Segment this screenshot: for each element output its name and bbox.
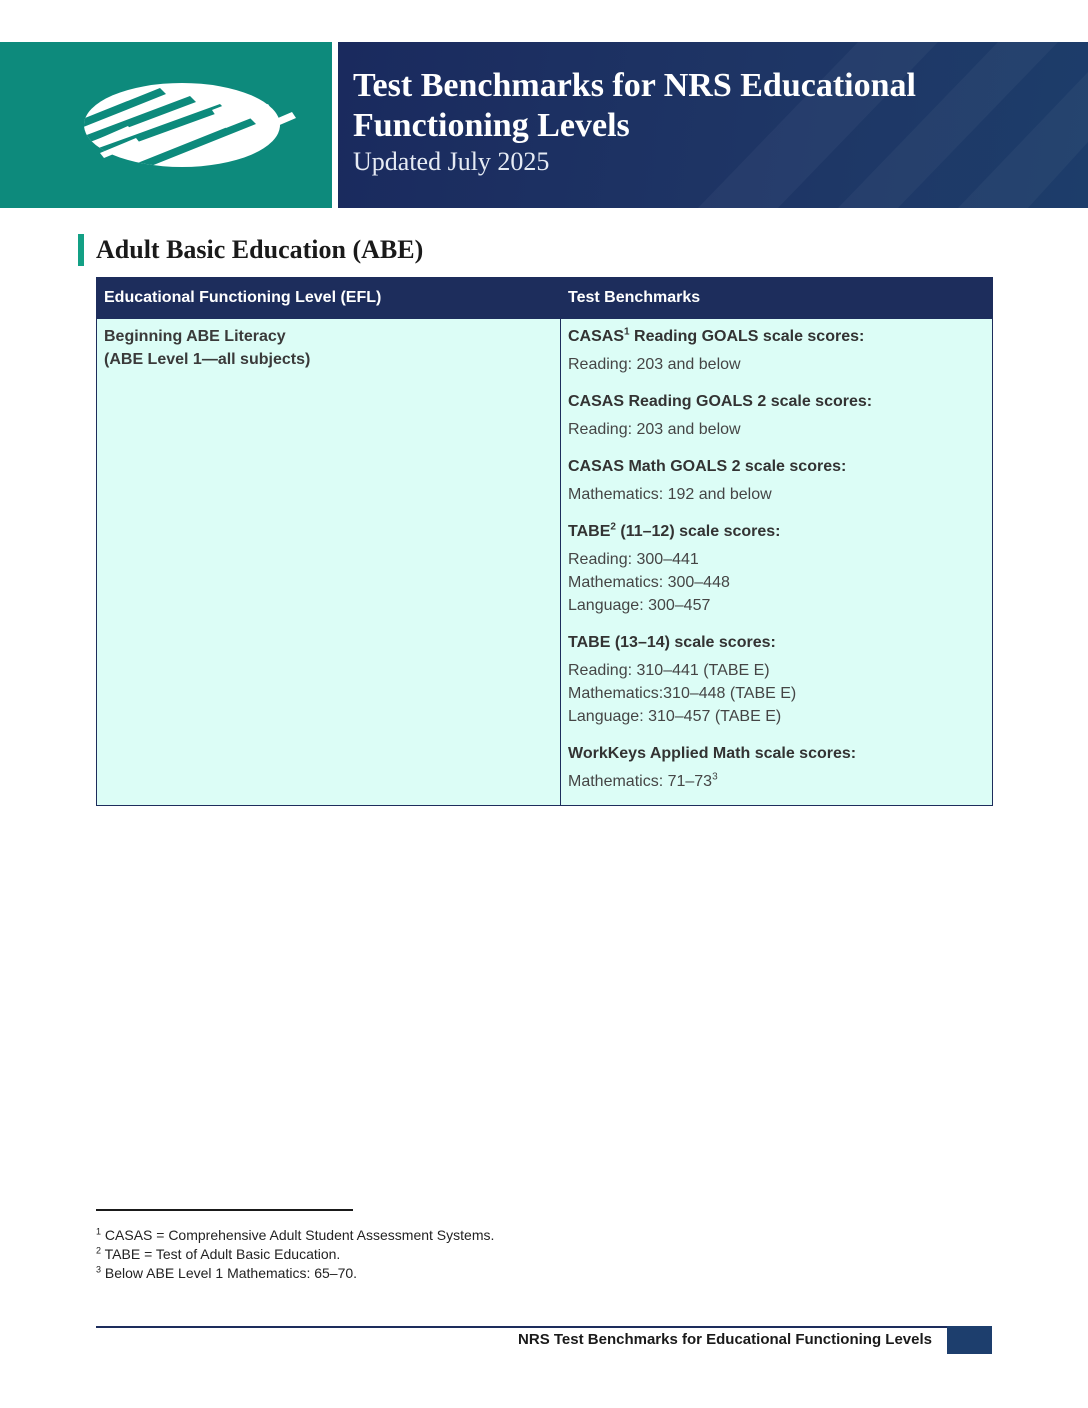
benchmark-workkeys-math <box>568 742 985 793</box>
title-panel <box>338 42 1088 208</box>
benchmarks-cell <box>561 319 993 806</box>
footnote-number: 1 <box>96 1226 102 1237</box>
benchmark-title: TABE (13–14) scale scores: <box>568 634 776 651</box>
footnote-ref: 1 <box>624 326 630 338</box>
footer-text: NRS Test Benchmarks for Educational Functioning Levels <box>518 1331 932 1348</box>
benchmark-title: WorkKeys Applied Math scale scores: <box>568 745 857 762</box>
footnote-text: Below ABE Level 1 Mathematics: 65–70. <box>101 1265 358 1281</box>
col-header-benchmarks: Test Benchmarks <box>561 278 993 319</box>
footnote-item <box>96 1264 494 1283</box>
title-line-1: Test Benchmarks for NRS Educational <box>353 67 916 104</box>
footer-page-block <box>947 1326 992 1354</box>
footnote-item <box>96 1245 494 1264</box>
benchmark-title <box>568 520 985 544</box>
benchmark-line: Reading: 310–441 (TABE E) <box>568 662 770 679</box>
benchmark-line-text: Mathematics: 71–73 <box>568 773 713 790</box>
section-title: Adult Basic Education (ABE) <box>96 235 424 264</box>
benchmark-casas-reading-goals-2 <box>568 390 985 441</box>
benchmark-title-text: Reading GOALS scale scores: <box>629 328 865 345</box>
footnote-text: CASAS = Comprehensive Adult Student Assessment Systems. <box>101 1227 495 1243</box>
benchmark-line: Language: 310–457 (TABE E) <box>568 708 782 725</box>
benchmark-title-text: (11–12) scale scores: <box>615 523 781 540</box>
benchmarks-table <box>96 277 993 806</box>
benchmark-title: CASAS Math GOALS 2 scale scores: <box>568 458 847 475</box>
nrs-logo-icon <box>0 42 332 208</box>
efl-name-line-1: Beginning ABE Literacy <box>104 328 286 345</box>
benchmark-line: Mathematics: 192 and below <box>568 486 772 503</box>
benchmark-line: Mathematics:310–448 (TABE E) <box>568 685 797 702</box>
benchmark-line: Mathematics: 300–448 <box>568 574 730 591</box>
footnote-text: TABE = Test of Adult Basic Education. <box>101 1246 341 1262</box>
table-header-row <box>97 278 993 319</box>
benchmark-line: Reading: 300–441 <box>568 551 699 568</box>
benchmark-casas-reading-goals <box>568 325 985 376</box>
efl-name-line-2: (ABE Level 1—all subjects) <box>104 351 311 368</box>
benchmark-line: Language: 300–457 <box>568 597 711 614</box>
footnotes <box>96 1226 494 1283</box>
footer-divider <box>96 1326 948 1328</box>
footnote-divider <box>96 1209 353 1211</box>
benchmark-line: Reading: 203 and below <box>568 421 741 438</box>
document-title <box>353 66 916 178</box>
updated-date: Updated July 2025 <box>353 147 550 176</box>
footnote-item <box>96 1226 494 1245</box>
benchmark-title-text: CASAS <box>568 328 625 345</box>
benchmark-line <box>568 770 985 793</box>
logo-panel <box>0 42 332 208</box>
title-line-2: Functioning Levels <box>353 107 630 144</box>
footnote-number: 3 <box>96 1264 102 1275</box>
benchmark-title-text: TABE <box>568 523 611 540</box>
footnote-ref: 3 <box>712 771 718 783</box>
benchmark-title <box>568 325 985 349</box>
table-row <box>97 319 993 806</box>
benchmark-tabe-13-14 <box>568 631 985 728</box>
footnote-number: 2 <box>96 1245 102 1256</box>
benchmark-title: CASAS Reading GOALS 2 scale scores: <box>568 393 873 410</box>
benchmark-tabe-11-12 <box>568 520 985 617</box>
benchmark-line: Reading: 203 and below <box>568 356 741 373</box>
section-accent-bar <box>78 234 84 266</box>
col-header-efl: Educational Functioning Level (EFL) <box>97 278 561 319</box>
header-banner <box>0 42 1088 208</box>
benchmark-casas-math-goals-2 <box>568 455 985 506</box>
footnote-ref: 2 <box>610 521 616 533</box>
efl-cell <box>97 319 561 806</box>
